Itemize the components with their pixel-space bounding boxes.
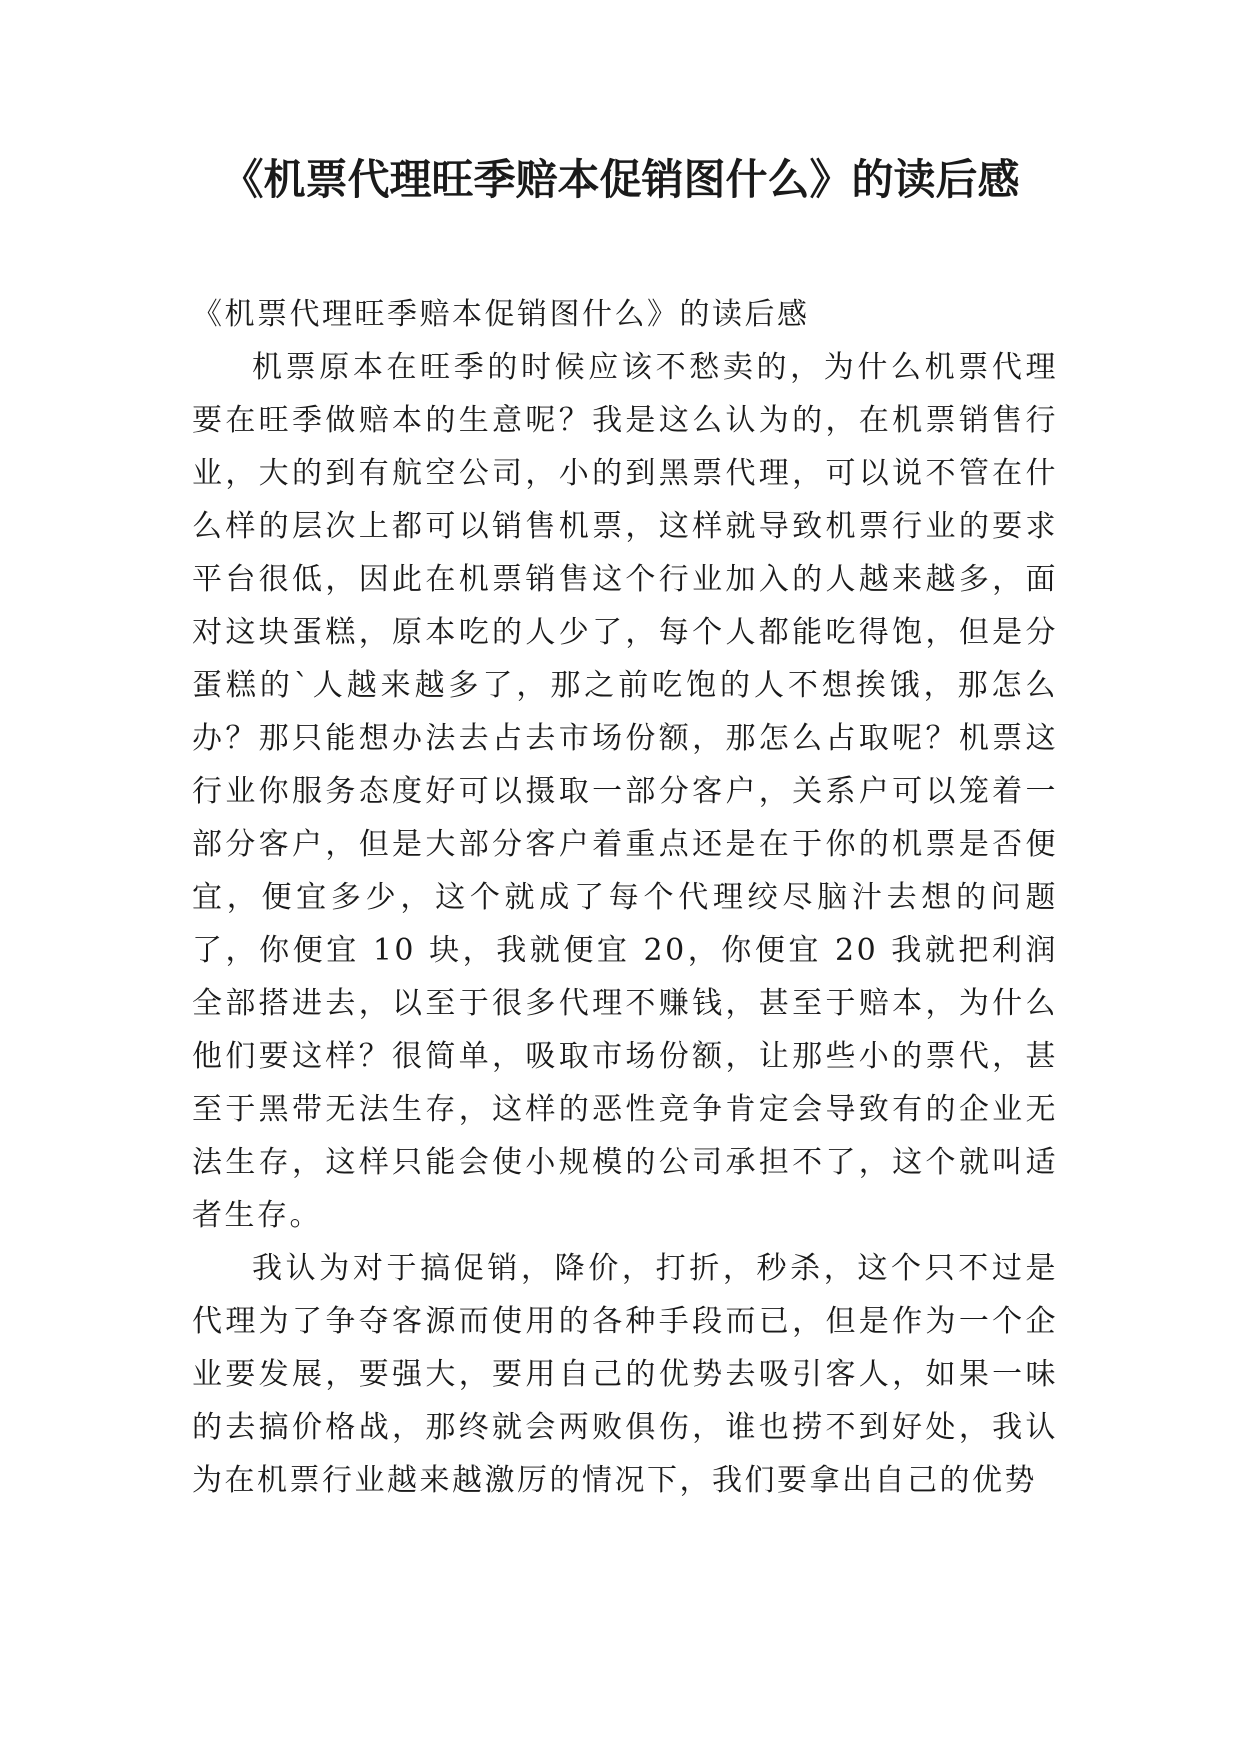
document-body — [192, 288, 1058, 1507]
document-subtitle: 《机票代理旺季赔本促销图什么》的读后感 — [192, 297, 810, 332]
paragraph-1: 机票原本在旺季的时候应该不愁卖的，为什么机票代理要在旺季做赔本的生意呢？我是这么认为的，在机票销售行业，大的到有航空公司，小的到黑票代理，可以说不管在什么样的层次上都可以销售机票，这样就导致机票行业的要求平台很低，因此在机票销售这个行业加入的人越来越多，面对这块蛋糕，原本吃的人少了，每个人都能吃得饱，但是分蛋糕的`人越来越多了，那之前吃饱的人不想挨饿，那怎么办？那只能想办法去占去市场份额，那怎么占取呢？机票这行业你服务态度好可以摄取一部分客户，关系户可以笼着一部分客户，但是大部分客户着重点还是在于你的机票是否便宜，便宜多少，这个就成了每个代理绞尽脑汁去想的问题了，你便宜 10 块，我就便宜 20，你便宜 20 我就把利润全部搭进去，以至于很多代理不赚钱，甚至于赔本，为什么他们要这样？很简单，吸取市场份额，让那些小的票代，甚至于黑带无法生存，这样的恶性竞争肯定会导致有的企业无法生存，这样只能会使小规模的公司承担不了，这个就叫适者生存。 — [192, 350, 1058, 1233]
document-title: 《机票代理旺季赔本促销图什么》的读后感 — [221, 155, 1020, 204]
paragraph-2: 我认为对于搞促销，降价，打折，秒杀，这个只不过是代理为了争夺客源而使用的各种手段而已，但是作为一个企业要发展，要强大，要用自己的优势去吸引客人，如果一味的去搞价格战，那终就会两败俱伤，谁也捞不到好处，我认为在机票行业越来越激厉的情况下，我们要拿出自己的优势 — [192, 1251, 1058, 1498]
